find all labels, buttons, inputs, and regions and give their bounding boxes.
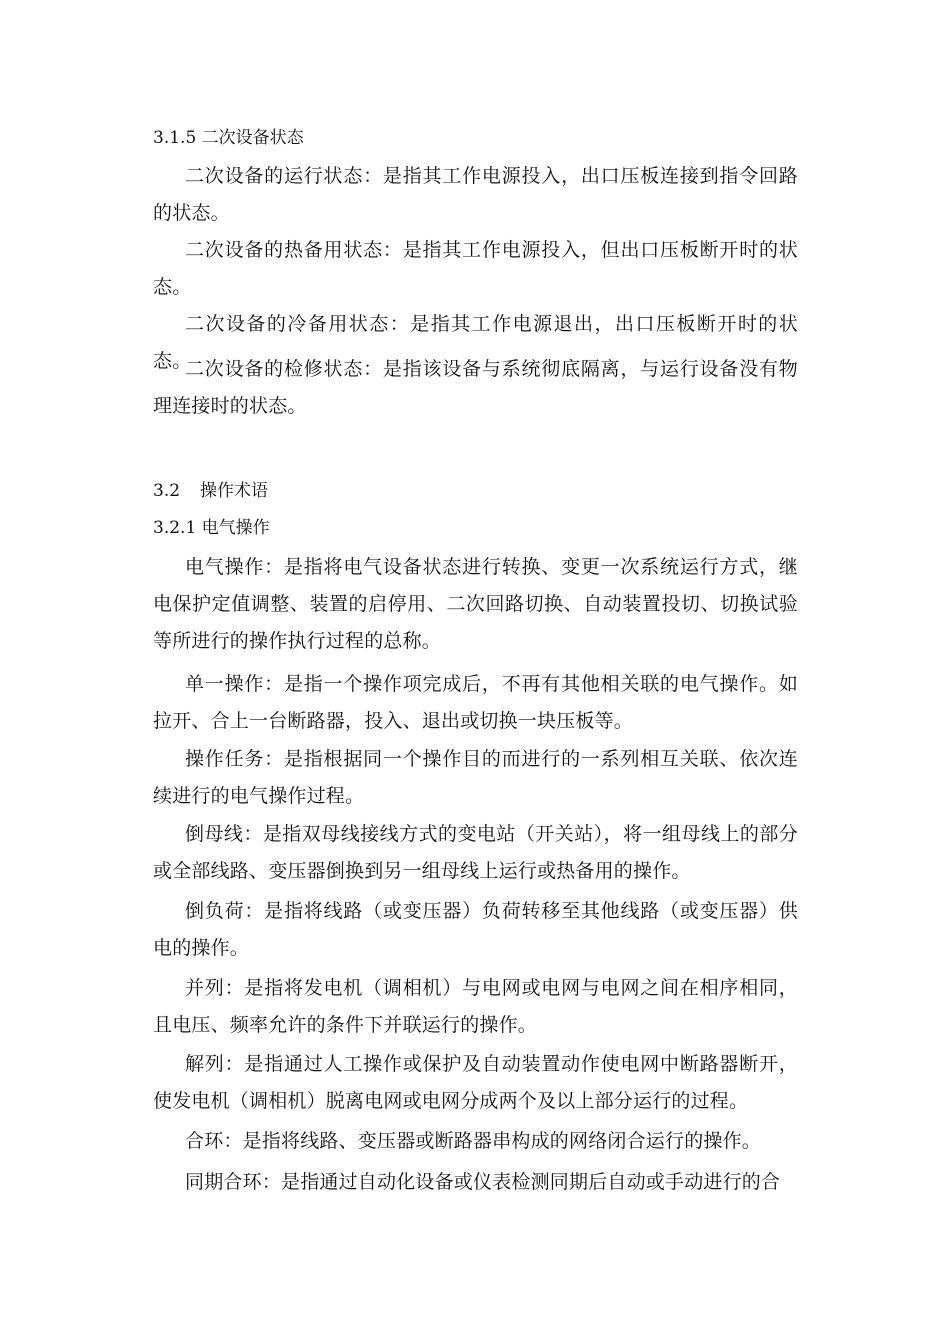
section-number: 3.2.1 xyxy=(153,518,197,538)
paragraph: 二次设备的检修状态：是指该设备与系统彻底隔离，与运行设备没有物理连接时的状态。 xyxy=(153,358,798,417)
section-heading-3-2 xyxy=(153,479,268,503)
paragraph: 解列：是指通过人工操作或保护及自动装置动作使电网中断路器断开，使发电机（调相机）脱离电网或电网分成两个及以上部分运行的过程。 xyxy=(153,1053,798,1112)
section-title: 二次设备状态 xyxy=(201,128,304,148)
section-heading-3-2-1 xyxy=(153,516,270,540)
paragraph: 并列：是指将发电机（调相机）与电网或电网与电网之间在相序相同，且电压、频率允许的条件下并联运行的操作。 xyxy=(153,977,798,1036)
paragraph: 合环：是指将线路、变压器或断路器串构成的网络闭合运行的操作。 xyxy=(185,1130,762,1152)
paragraph: 电气操作：是指将电气设备状态进行转换、变更一次系统运行方式，继电保护定值调整、装置的启停用、二次回路切换、自动装置投切、切换试验等所进行的操作执行过程的总称。 xyxy=(153,556,798,652)
paragraph: 单一操作：是指一个操作项完成后，不再有其他相关联的电气操作。如拉开、合上一台断路器，投入、退出或切换一块压板等。 xyxy=(153,673,798,732)
paragraph: 同期合环：是指通过自动化设备或仪表检测同期后自动或手动进行的合 xyxy=(185,1171,781,1193)
section-title: 操作术语 xyxy=(200,481,269,501)
paragraph: 操作任务：是指根据同一个操作目的而进行的一系列相互关联、依次连续进行的电气操作过程。 xyxy=(153,748,798,807)
section-heading-3-1-5 xyxy=(153,126,304,150)
paragraph: 倒母线：是指双母线接线方式的变电站（开关站），将一组母线上的部分或全部线路、变压器倒换到另一组母线上运行或热备用的操作。 xyxy=(153,823,798,882)
paragraph: 倒负荷：是指将线路（或变压器）负荷转移至其他线路（或变压器）供电的操作。 xyxy=(153,900,798,959)
paragraph: 二次设备的热备用状态：是指其工作电源投入，但出口压板断开时的状态。 xyxy=(153,239,798,298)
paragraph: 二次设备的运行状态：是指其工作电源投入，出口压板连接到指令回路的状态。 xyxy=(153,165,798,224)
section-number: 3.2 xyxy=(153,481,181,501)
section-number: 3.1.5 xyxy=(153,128,197,148)
paragraph: 二次设备的冷备用状态：是指其工作电源退出，出口压板断开时的状态。 xyxy=(153,313,798,372)
section-title: 电气操作 xyxy=(201,518,270,538)
